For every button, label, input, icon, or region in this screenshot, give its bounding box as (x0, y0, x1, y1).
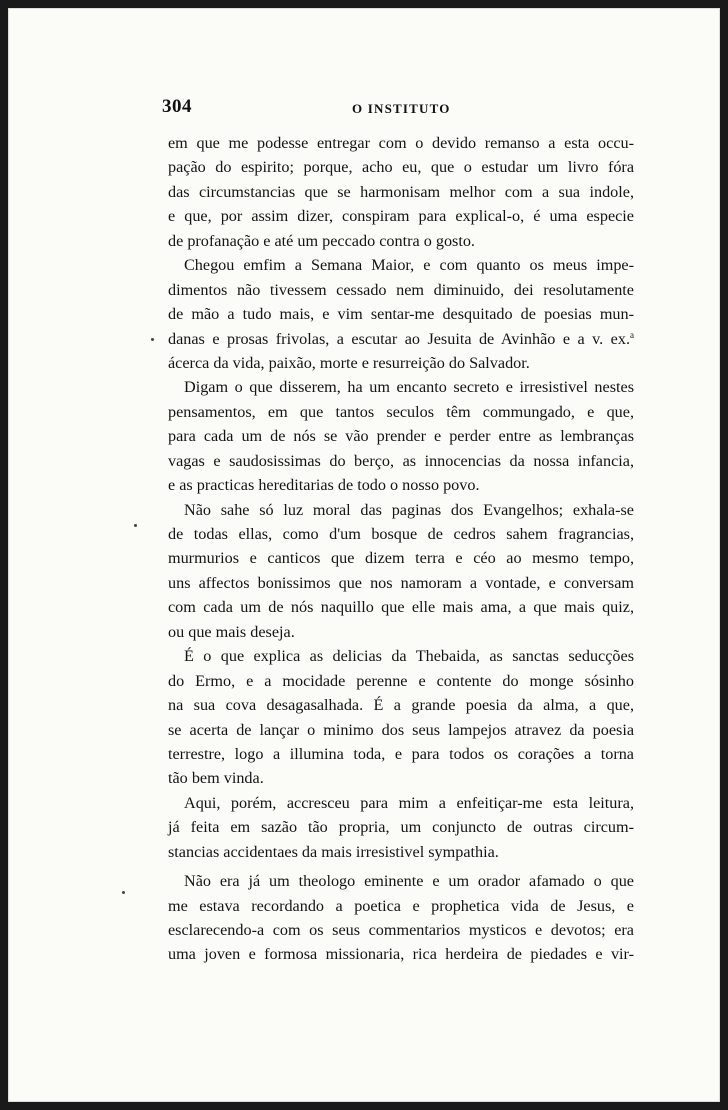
text-line (168, 869, 634, 893)
text-line (168, 278, 634, 302)
text-line (168, 620, 634, 644)
text-line (168, 766, 634, 790)
text-line (168, 669, 634, 693)
text-line-content: Chegou emfim a Semana Maior, e com quanto os meus impe- (184, 256, 634, 275)
text-line-content: dimentos não tivessem cessado nem diminuido, dei resolutamente (168, 280, 634, 299)
text-line (168, 840, 634, 864)
text-line (168, 302, 634, 326)
text-line-content: Não era já um theologo eminente e um orador afamado o que (184, 872, 634, 891)
text-line (168, 894, 634, 918)
text-line-content: pação do espirito; porque, acho eu, que o estudar um livro fóra (168, 158, 634, 177)
text-line-content: stancias accidentaes da mais irresistivel sympathia. (168, 842, 499, 861)
text-line (168, 718, 634, 742)
margin-speck (151, 338, 154, 341)
text-line-content: terrestre, logo a illumina toda, e para todos os corações a torna (168, 744, 634, 763)
text-line (168, 693, 634, 717)
text-line-content: danas e prosas frivolas, a escutar ao Jesuita de Avinhão e a v. ex. (168, 329, 630, 348)
margin-speck (122, 891, 125, 894)
text-line-content: É o que explica as delicias da Thebaida, as sanctas seducções (184, 647, 634, 666)
text-line (168, 815, 634, 839)
text-line-content: de mão a tudo mais, e vim sentar-me desquitado de poesias mun- (168, 305, 634, 324)
text-line (168, 942, 634, 966)
text-line-content: esclarecendo-a com os seus commentarios mysticos e devotos; era (168, 921, 634, 939)
text-line (168, 253, 634, 277)
text-line-content: me estava recordando a poetica e prophetica vida de Jesus, e (168, 896, 634, 915)
text-line (168, 180, 634, 204)
text-line (168, 644, 634, 668)
text-line-content: tão bem vinda. (168, 769, 264, 788)
text-line (168, 375, 634, 399)
text-line (168, 327, 634, 351)
text-line-content: pensamentos, em que tantos seculos têm commungado, e que, (168, 402, 634, 421)
text-line-content: já feita em sazão tão propria, um conjuncto de outras circum- (168, 818, 634, 837)
text-line-content: vagas e saudosissimas do berço, as innocencias da nossa infancia, (168, 451, 634, 470)
book-page (8, 8, 720, 1102)
text-line (168, 204, 634, 228)
text-line (168, 351, 634, 375)
text-line-content: e as practicas hereditarias de todo o nosso povo. (168, 476, 480, 495)
text-line (168, 498, 634, 522)
text-line-content: de profanação e até um peccado contra o gosto. (168, 231, 475, 250)
text-line-content: das circumstancias que se harmonisam melhor com a sua indole, (168, 182, 634, 201)
text-line-content: Digam o que disserem, ha um encanto secreto e irresistivel nestes (184, 378, 634, 397)
text-line-content: ácerca da vida, paixão, morte e resurreição do Salvador. (168, 353, 530, 372)
text-line-content: com cada um de nós naquillo que elle mais ama, a que mais quiz, (168, 598, 634, 617)
text-line-content: uma joven e formosa missionaria, rica herdeira de piedades e vir- (168, 945, 634, 964)
text-line-content: e que, por assim dizer, conspiram para explical-o, é uma especie (168, 207, 634, 226)
text-line (168, 131, 634, 155)
text-line (168, 791, 634, 815)
text-line (168, 546, 634, 570)
text-line-content: se acerta de lançar o minimo dos seus lampejos atravez da poesia (168, 720, 634, 739)
text-line (168, 918, 634, 942)
page-header (162, 96, 642, 122)
margin-speck (134, 524, 137, 527)
text-line (168, 424, 634, 448)
text-line (168, 595, 634, 619)
text-line (168, 400, 634, 424)
text-line-content: uns affectos bonissimos que nos namoram a vontade, e conversam (168, 573, 634, 592)
text-line (168, 571, 634, 595)
running-title: O INSTITUTO (352, 101, 451, 116)
body-text (168, 131, 634, 967)
text-line-content: Aqui, porém, accresceu para mim a enfeitiçar-me esta leitura, (184, 793, 634, 812)
text-line-content: de todas ellas, como d'um bosque de cedros sahem fragrancias, (168, 525, 634, 543)
text-line (168, 742, 634, 766)
text-line (168, 155, 634, 179)
text-line (168, 229, 634, 253)
page-number: 304 (162, 96, 192, 117)
text-line (168, 522, 634, 546)
text-line-content: para cada um de nós se vão prender e perder entre as lembranças (168, 427, 634, 446)
text-line-content: do Ermo, e a mocidade perenne e contente do monge sósinho (168, 671, 634, 690)
text-line (168, 473, 634, 497)
text-line-content: murmurios e canticos que dizem terra e céo ao mesmo tempo, (168, 549, 634, 568)
text-line-content: Não sahe só luz moral das paginas dos Evangelhos; exhala-se (184, 500, 634, 519)
text-line-content: em que me podesse entregar com o devido remanso a esta occu- (168, 134, 634, 152)
superscript: a (630, 329, 634, 340)
text-line-content: ou que mais deseja. (168, 622, 295, 641)
text-line (168, 449, 634, 473)
text-line-content: na sua cova desagasalhada. É a grande poesia da alma, a que, (168, 696, 634, 715)
